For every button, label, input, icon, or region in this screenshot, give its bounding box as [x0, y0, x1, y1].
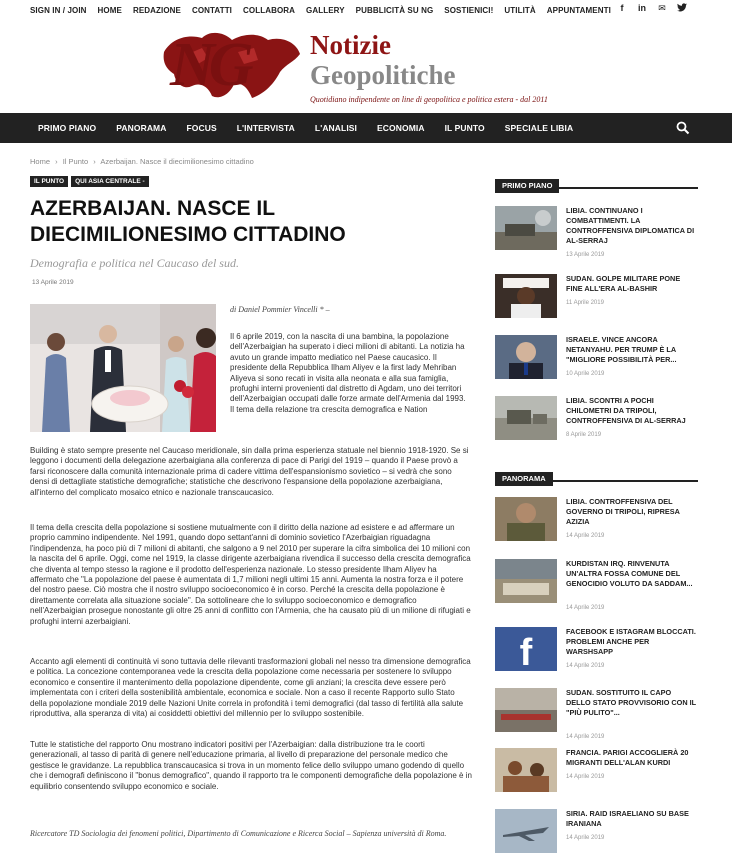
- tag-il-punto[interactable]: IL PUNTO: [30, 176, 68, 187]
- sidebar-article-title[interactable]: ISRAELE. VINCE ANCORA NETANYAHU. PER TRUMP È LA "MIGLIORE POSSIBILITÀ PER...: [566, 335, 677, 364]
- article-date: 13 Aprile 2019: [32, 279, 74, 286]
- top-link-sostienici[interactable]: SOSTIENICI!: [444, 5, 494, 15]
- mail-icon[interactable]: ✉: [658, 3, 666, 13]
- sidebar-article[interactable]: [495, 274, 698, 322]
- top-link-home[interactable]: HOME: [97, 5, 122, 15]
- nav-intervista[interactable]: L'INTERVISTA: [236, 123, 295, 133]
- sidebar-article-title[interactable]: SUDAN. GOLPE MILITARE PONE FINE ALL'ERA AL-BASHIR: [566, 274, 681, 293]
- article-thumbnail[interactable]: [495, 335, 557, 379]
- nav-panorama[interactable]: PANORAMA: [116, 123, 167, 133]
- article-footnote: Ricercatore TD Sociologia dei fenomeni politici, Dipartimento di Comunicazione e Ricerca Social – Sapienza università di Roma.: [30, 829, 447, 838]
- social-links: [612, 3, 692, 14]
- sidebar-article-title[interactable]: LIBIA. CONTINUANO I COMBATTIMENTI. LA CONTROFFENSIVA DIPLOMATICA DI AL-SERRAJ: [566, 206, 695, 245]
- logo-title-line1: Notizie: [310, 30, 391, 60]
- breadcrumb: [30, 157, 257, 166]
- sidebar-article-date: 14 Aprile 2019: [566, 774, 605, 780]
- sidebar-article[interactable]: [495, 497, 698, 545]
- logo-tagline: Quotidiano indipendente on line di geopolitica e politica estera - dal 2011: [310, 95, 548, 104]
- sidebar-article-title[interactable]: KURDISTAN IRQ. RINVENUTA UN'ALTRA FOSSA COMUNE DEL GENOCIDIO VOLUTO DA SADDAM...: [566, 559, 693, 588]
- nav-focus[interactable]: FOCUS: [186, 123, 217, 133]
- breadcrumb-separator: ›: [55, 157, 58, 166]
- top-link-redazione[interactable]: REDAZIONE: [132, 5, 181, 15]
- linkedin-icon[interactable]: in: [638, 3, 646, 13]
- sidebar-article-date: 14 Aprile 2019: [566, 663, 605, 669]
- article-thumbnail[interactable]: [495, 274, 557, 318]
- article-thumbnail[interactable]: [495, 809, 557, 853]
- nav-il-punto[interactable]: IL PUNTO: [444, 123, 485, 133]
- article-title: AZERBAIJAN. NASCE IL DIECIMILIONESIMO CITTADINO: [30, 197, 346, 246]
- logo-mark: NG: [170, 31, 248, 99]
- top-link-signin[interactable]: SIGN IN / JOIN: [30, 5, 87, 15]
- article-thumbnail[interactable]: [495, 688, 557, 732]
- sidebar-article[interactable]: [495, 335, 698, 383]
- main-nav: [0, 113, 732, 143]
- top-link-gallery[interactable]: GALLERY: [306, 5, 345, 15]
- svg-text:f: f: [519, 632, 533, 671]
- logo-title-line2: Geopolitiche: [310, 60, 456, 90]
- paragraph-text: Il 6 aprile 2019, con la nascita di una bambina, la popolazione dell'Azerbaigian ha superato i dieci milioni di abitanti. La notizia ha avuto un grande impatto mediatico nel Paese caucasico. Il presidente della Repubblica Ilham Aliyev e la first lady Mehriban Aliyeva si sono recati in visita alla neonata e alla sua famiglia, profughi interni provenienti dal distretto di Agdam, uno dei territori dell'Azerbaigian occupati dalle forze armate dell'Armenia dal 1993.: [230, 332, 466, 404]
- top-links: [0, 6, 622, 15]
- top-link-collabora[interactable]: COLLABORA: [243, 5, 296, 15]
- sidebar-article-date: 14 Aprile 2019: [566, 835, 605, 841]
- sidebar-article-title[interactable]: FRANCIA. PARIGI ACCOGLIERÀ 20 MIGRANTI DELL'ALAN KURDI: [566, 748, 689, 767]
- top-link-contatti[interactable]: CONTATTI: [191, 5, 233, 15]
- paragraph-text: Il tema della relazione tra crescita demografica e Nation: [230, 404, 428, 414]
- article-subtitle: Demografia e politica nel Caucaso del sud.: [30, 256, 239, 270]
- top-link-pubblicita[interactable]: PUBBLICITÀ SU NG: [355, 5, 434, 15]
- sidebar-article[interactable]: [495, 688, 698, 740]
- nav-analisi[interactable]: L'ANALISI: [314, 123, 358, 133]
- site-logo[interactable]: [158, 24, 578, 108]
- sidebar-article[interactable]: [495, 627, 698, 675]
- sidebar-article-date: 14 Aprile 2019: [566, 533, 605, 539]
- sidebar-article[interactable]: [495, 206, 698, 258]
- sidebar-article-date: 14 Aprile 2019: [566, 734, 605, 740]
- sidebar-article-title[interactable]: LIBIA. CONTROFFENSIVA DEL GOVERNO DI TRIPOLI, RIPRESA AZIZIA: [566, 497, 680, 526]
- article-byline: di Daniel Pommier Vincelli * –: [230, 305, 330, 314]
- breadcrumb-current: Azerbaijan. Nasce il diecimilionesimo cittadino: [100, 157, 254, 166]
- article-thumbnail[interactable]: [495, 559, 557, 603]
- sidebar-heading-primo-piano: [495, 175, 698, 189]
- top-bar: [0, 0, 732, 20]
- breadcrumb-il-punto[interactable]: Il Punto: [62, 157, 89, 166]
- top-link-appuntamenti[interactable]: APPUNTAMENTI: [546, 5, 611, 15]
- top-link-utilita[interactable]: UTILITÀ: [504, 5, 536, 15]
- sidebar-article-title[interactable]: FACEBOOK E ISTAGRAM BLOCCATI. PROBLEMI ANCHE PER WARSHSAPP: [566, 627, 696, 656]
- sidebar-heading-label[interactable]: PRIMO PIANO: [495, 179, 559, 193]
- article-thumbnail[interactable]: [495, 206, 557, 250]
- article-thumbnail[interactable]: [495, 497, 557, 541]
- article-paragraph: Accanto agli elementi di continuità vi sono tuttavia delle rilevanti trasformazioni globali nel nesso tra dimensione demografica e politica. La concezione contemporanea vede la crescita della popolazione come necessaria per sostenere lo sviluppo economico e consentire il mantenimento della popolazione dipendente, come gli anziani; la crescita deve essere però implementata con i criteri della sostenibilità ambientale, economica e sociale. Non a caso il recente Rapporto sullo Stato della popolazione mondiale 2019 delle Nazioni Unite correla in profondità i temi demografici (dal tasso di fertilità alla salute riproduttiva, alla speranza di vita) ai cosiddetti obiettivi del millennio per lo sviluppo sostenibile.: [30, 657, 471, 719]
- category-tags: [30, 176, 152, 187]
- sidebar-article-title[interactable]: SIRIA. RAID ISRAELIANO SU BASE IRANIANA: [566, 809, 689, 828]
- article-thumbnail[interactable]: [495, 627, 557, 671]
- sidebar-article[interactable]: [495, 748, 698, 796]
- article-thumbnail[interactable]: [495, 396, 557, 440]
- sidebar-article-date: 13 Aprile 2019: [566, 252, 605, 258]
- sidebar-article-date: 14 Aprile 2019: [566, 605, 605, 611]
- sidebar-article-date: 8 Aprile 2019: [566, 432, 602, 438]
- sidebar-heading-panorama: [495, 468, 698, 482]
- breadcrumb-home[interactable]: Home: [30, 157, 51, 166]
- nav-speciale-libia[interactable]: SPECIALE LIBIA: [504, 123, 574, 133]
- article-paragraph: Tutte le statistiche del rapporto Onu mostrano indicatori positivi per l'Azerbaigian: dalla distribuzione tra le coorti generazionali, al tasso di parità di genere nell'educazione primaria, al livello di preparazione del personale medico che gestisce le gravidanze. La repubblica transcaucasica si trova in un momento felice dello sviluppo umano godendo di quello che i demografi definiscono il "bonus demografico", quando il rapporto tra le componenti demografiche della popolazione è in equilibrio consentendo sviluppo economico e sociale.: [30, 740, 472, 791]
- sidebar-article-title[interactable]: SUDAN. SOSTITUITO IL CAPO DELLO STATO PROVVISORIO CON IL "PIÙ PULITO"...: [566, 688, 697, 717]
- sidebar-heading-label[interactable]: PANORAMA: [495, 472, 553, 486]
- sidebar-article-date: 10 Aprile 2019: [566, 371, 605, 377]
- search-icon[interactable]: [676, 121, 690, 135]
- article-thumbnail[interactable]: [495, 748, 557, 792]
- breadcrumb-separator: ›: [93, 157, 96, 166]
- article-paragraph: Building è stato sempre presente nel Caucaso meridionale, sin dalla prima esperienza statuale nel biennio 1918-1920. Se si leggono i documenti della delegazione azerbaigiana alla conferenza di pace di Parigi del 1919 – quando il Paese provò a farsi riconoscere dalla comunità internazionale prima di cadere vittima dell'espansionismo sovietico – si vedrà che sono densi di dettagliate statistiche demografiche; statistiche che descrivono l'espansione della popolazione azerbaigiana, all'interno del complicato mosaico etnico e nazionale transcaucasico.: [30, 446, 469, 497]
- article-photo: [30, 304, 216, 432]
- nav-primo-piano[interactable]: PRIMO PIANO: [38, 123, 97, 133]
- article-paragraph: Il tema della crescita della popolazione si sostiene mutualmente con il diritto della nazione ad esistere e ad affermare un proprio cammino indipendente. Nel 1991, quando dopo settant'anni di dominio sovietico l'Azerbaigian riguadagna l'indipendenza, ha poco più di 7 milioni di abitanti, che salgono a 9 nel 2010 per superare la cifra simbolica dei 10 milioni con la nascita del 6 aprile. Oggi, come nel 1919, la classe dirigente azerbaigiana rivendica il successo della crescita demografica che diventa al tempo stesso la ragione e il prodotto dell'esperienza nazionale. Lo stesso presidente Ilham Aliyev ha affermato che "La popolazione del paese è aumentata di 1,7 milioni negli ultimi 15 anni. Aumenta la nostra forza e il potere del nostro paese. Ciò mostra che il nostro sviluppo socioeconomico è in corso. Perché la crescita della popolazione è direttamente correlata alla situazione sociale". Da sottolineare che lo sviluppo socioeconomico e demografico nell'Azerbaigian prosegue nonostante gli oltre 25 anni di conflitto con l'Armenia, che ha causato più di un milione di rifugiati e profughi interni azerbaigiani.: [30, 523, 471, 626]
- sidebar-article[interactable]: [495, 559, 698, 611]
- sidebar-article-date: 11 Aprile 2019: [566, 300, 604, 306]
- article-paragraph: [230, 332, 470, 415]
- sidebar-article[interactable]: [495, 809, 698, 857]
- sidebar-article-title[interactable]: LIBIA. SCONTRI A POCHI CHILOMETRI DA TRIPOLI, CONTROFFENSIVA DI AL-SERRAJ: [566, 396, 686, 425]
- tag-qui-asia-centrale[interactable]: QUI ASIA CENTRALE -: [71, 176, 149, 187]
- sidebar-article[interactable]: [495, 396, 698, 444]
- facebook-icon[interactable]: f: [620, 3, 624, 13]
- nav-economia[interactable]: ECONOMIA: [377, 123, 425, 133]
- twitter-icon[interactable]: [672, 3, 692, 14]
